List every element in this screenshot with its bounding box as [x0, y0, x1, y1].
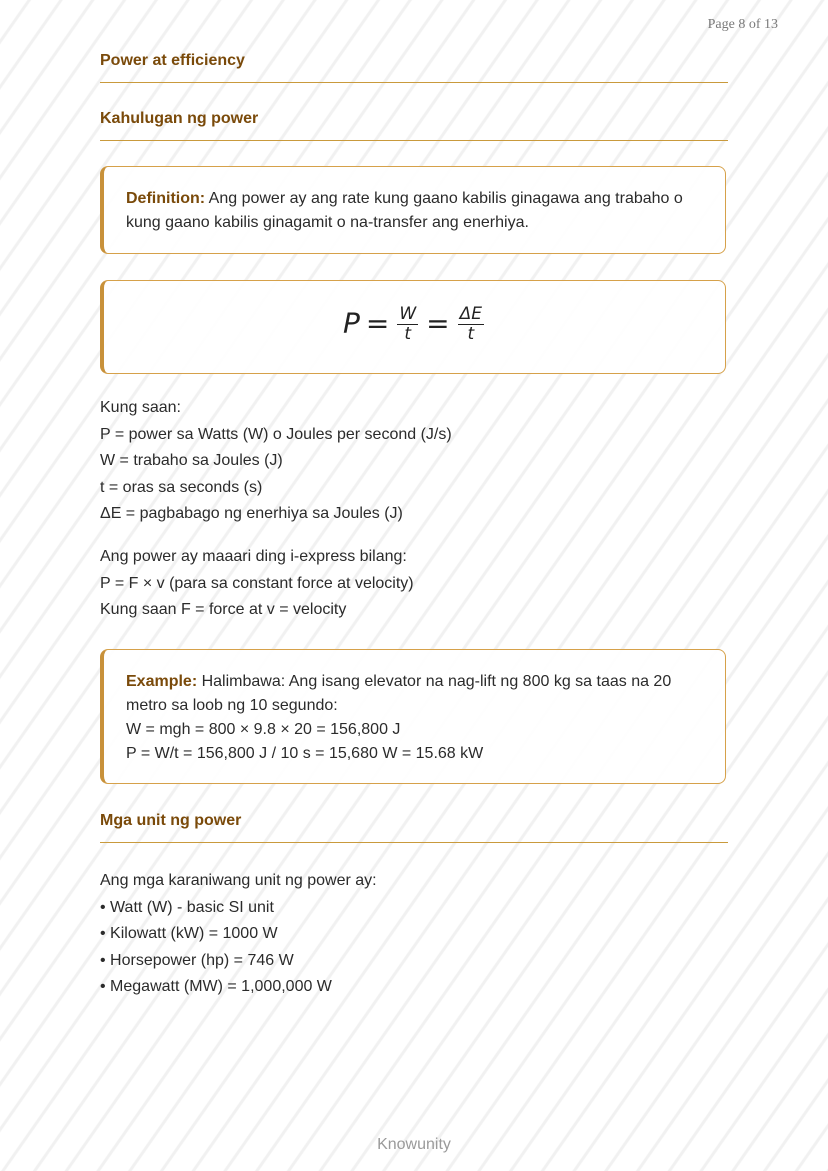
definition-text: Ang power ay ang rate kung gaano kabilis ginagawa ang trabaho o kung gaano kabilis ginagamit o na-transfer ang enerhiya.: [126, 190, 683, 231]
alt-intro: Ang power ay maaari ding i-express bilang:: [100, 548, 407, 565]
variable-definitions: [100, 395, 452, 528]
power-formula: [104, 305, 725, 344]
subsection-title-meaning: Kahulugan ng power: [100, 110, 728, 141]
example-label: Example:: [126, 673, 198, 690]
unit-item-megawatt: • Megawatt (MW) = 1,000,000 W: [100, 978, 332, 995]
variable-delta-e: ΔE = pagbabago ng enerhiya sa Joules (J): [100, 505, 403, 522]
example-box: [100, 649, 726, 784]
example-power-calc: P = W/t = 156,800 J / 10 s = 15,680 W = 15.68 kW: [126, 745, 484, 762]
units-intro: Ang mga karaniwang unit ng power ay:: [100, 872, 377, 889]
variable-w: W = trabaho sa Joules (J): [100, 452, 283, 469]
variable-t: t = oras sa seconds (s): [100, 478, 263, 496]
footer-brand: Knowunity: [377, 1136, 451, 1153]
formula-equals-2: =: [426, 306, 450, 340]
subsection-title-units: Mga unit ng power: [100, 812, 728, 843]
where-heading: Kung saan:: [100, 399, 181, 416]
fraction-numerator-w: W: [399, 304, 417, 324]
example-content: [104, 650, 725, 766]
example-work-calc: W = mgh = 800 × 9.8 × 20 = 156,800 J: [126, 721, 401, 738]
formula-fraction-energy-time: [458, 305, 484, 344]
alt-where: Kung saan F = force at v = velocity: [100, 601, 347, 618]
fraction-denominator-t: t: [404, 324, 412, 344]
alt-formula: P = F × v (para sa constant force at velocity): [100, 574, 414, 592]
variable-p: P = power sa Watts (W) o Joules per second (J/s): [100, 425, 452, 443]
formula-box: [100, 280, 726, 374]
page-number: Page 8 of 13: [707, 17, 778, 32]
unit-item-watt: • Watt (W) - basic SI unit: [100, 898, 274, 916]
definition-label: Definition:: [126, 190, 206, 207]
unit-item-kilowatt: • Kilowatt (kW) = 1000 W: [100, 925, 278, 942]
formula-equals-1: =: [365, 306, 390, 340]
definition-content: [104, 167, 725, 235]
example-intro: Halimbawa: Ang isang elevator na nag-lift ng 800 kg sa taas na 20 metro sa loob ng 10 segundo:: [126, 673, 672, 714]
fraction-numerator-delta-e: ΔE: [459, 304, 482, 324]
definition-box: [100, 166, 726, 254]
unit-item-horsepower: • Horsepower (hp) = 746 W: [100, 951, 294, 969]
section-title: Power at efficiency: [100, 52, 728, 83]
units-list: [100, 868, 377, 1001]
formula-lhs: P: [342, 306, 360, 340]
fraction-denominator-t: t: [467, 324, 475, 344]
formula-fraction-work-time: [397, 305, 418, 344]
alternative-expression: [100, 544, 414, 624]
